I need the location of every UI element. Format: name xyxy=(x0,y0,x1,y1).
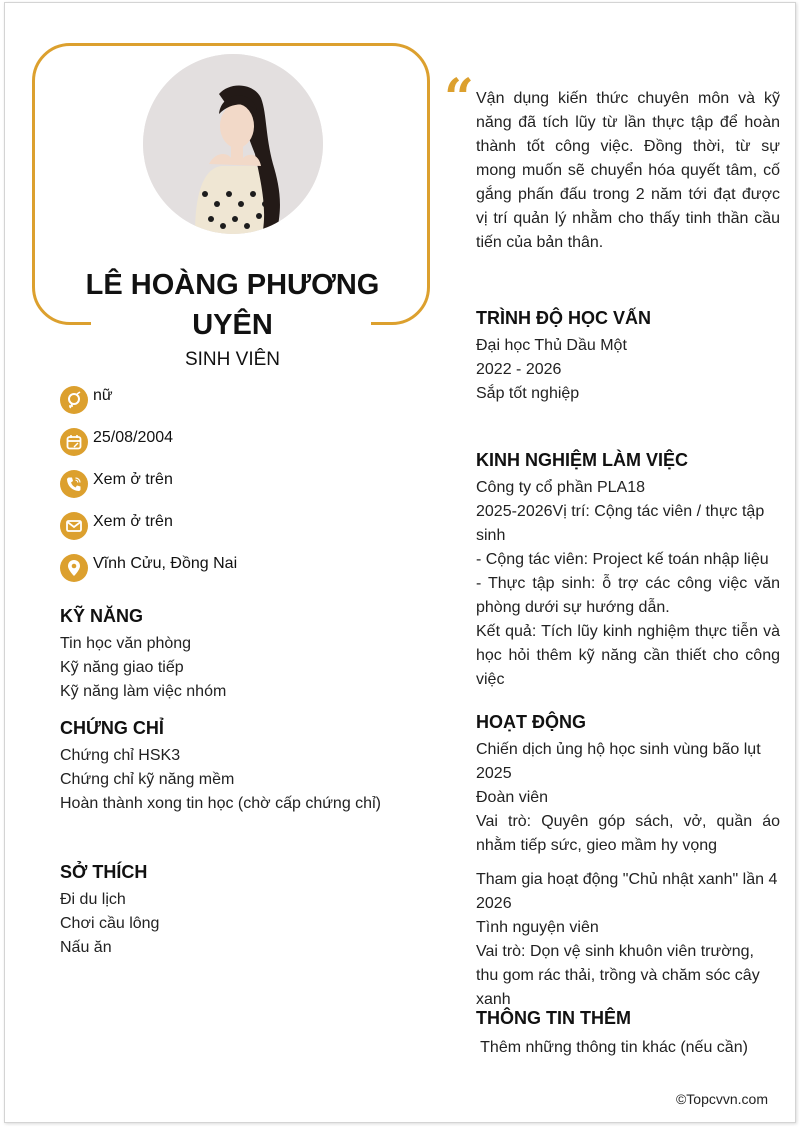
activity-role: Tình nguyện viên xyxy=(476,919,599,936)
additional-info-text: Thêm những thông tin khác (nếu cần) xyxy=(476,1039,748,1056)
contact-email-value: Xem ở trên xyxy=(93,513,173,530)
skill-item: Kỹ năng làm việc nhóm xyxy=(60,683,227,700)
cv-page xyxy=(4,2,796,1123)
contact-phone xyxy=(60,463,237,505)
contact-location-value: Vĩnh Cửu, Đồng Nai xyxy=(93,555,238,572)
certificates-section xyxy=(60,715,420,816)
contact-location xyxy=(60,547,237,589)
activity-description: Vai trò: Quyên góp sách, vở, quần áo nhằm tiếp sức, gieo mầm hy vọng xyxy=(476,813,780,854)
contact-gender-value: nữ xyxy=(93,387,113,404)
location-icon xyxy=(60,554,88,582)
education-status: Sắp tốt nghiệp xyxy=(476,385,580,402)
activities-heading: HOẠT ĐỘNG xyxy=(476,712,586,732)
skills-section xyxy=(60,603,420,704)
hobby-item: Đi du lịch xyxy=(60,891,126,908)
avatar-photo-icon xyxy=(143,54,323,234)
candidate-name: LÊ HOÀNG PHƯƠNG UYÊN xyxy=(85,269,380,341)
skill-item: Tin học văn phòng xyxy=(60,635,192,652)
candidate-title: SINH VIÊN xyxy=(184,349,281,370)
experience-company: Công ty cổ phần PLA18 xyxy=(476,479,646,496)
experience-detail: Kết quả: Tích lũy kinh nghiệm thực tiễn và học hỏi thêm kỹ năng cần thiết cho công việc xyxy=(476,623,780,688)
activity-item xyxy=(476,868,780,1012)
activity-year: 2026 xyxy=(476,895,512,912)
contact-list xyxy=(60,379,237,589)
activity-name: Chiến dịch ủng hộ học sinh vùng bão lụt xyxy=(476,741,761,758)
experience-heading: KINH NGHIỆM LÀM VIỆC xyxy=(476,450,689,470)
additional-info-heading: THÔNG TIN THÊM xyxy=(476,1008,631,1028)
hobbies-heading: SỞ THÍCH xyxy=(60,862,148,882)
activity-role: Đoàn viên xyxy=(476,789,549,806)
contact-birthday-value: 25/08/2004 xyxy=(93,429,174,446)
contact-email xyxy=(60,505,237,547)
experience-detail: - Cộng tác viên: Project kế toán nhập liệu xyxy=(476,551,769,568)
phone-icon xyxy=(60,470,88,498)
certificates-heading: CHỨNG CHỈ xyxy=(60,718,164,738)
experience-period-position: 2025-2026Vị trí: Cộng tác viên / thực tập sinh xyxy=(476,503,765,544)
activity-item xyxy=(476,738,780,858)
quote-icon: “ xyxy=(444,68,474,129)
education-school: Đại học Thủ Dầu Một xyxy=(476,337,627,354)
education-section xyxy=(476,305,780,406)
certificate-item: Chứng chỉ HSK3 xyxy=(60,747,181,764)
education-years: 2022 - 2026 xyxy=(476,361,562,378)
avatar xyxy=(143,54,323,234)
copyright-footer: ©Topcvvn.com xyxy=(675,1091,768,1107)
email-icon xyxy=(60,512,88,540)
experience-detail: - Thực tập sinh: ỗ trợ các công việc văn phòng dưới sự hướng dẫn. xyxy=(476,575,780,616)
certificate-item: Chứng chỉ kỹ năng mềm xyxy=(60,771,235,788)
hobby-item: Nấu ăn xyxy=(60,939,112,956)
calendar-icon xyxy=(60,428,88,456)
career-objective: Vận dụng kiến thức chuyên môn và kỹ năng đã tích lũy từ lần thực tập để hoàn thành tốt công việc. Đồng thời, từ sự mong muốn sẽ chuyển hóa quyết tâm, cố gắng phấn đấu trong 2 năm tới đạt được vị trí quản lý nhằm cho thấy tinh thần cầu tiến của bản thân. xyxy=(476,90,780,251)
activity-year: 2025 xyxy=(476,765,512,782)
skill-item: Kỹ năng giao tiếp xyxy=(60,659,184,676)
activity-description: Vai trò: Dọn vệ sinh khuôn viên trường, thu gom rác thải, trồng và chăm sóc cây xanh xyxy=(476,943,760,1008)
experience-section xyxy=(476,447,780,692)
additional-info-section xyxy=(476,1005,780,1060)
hobby-item: Chơi cầu lông xyxy=(60,915,160,932)
hobbies-section xyxy=(60,859,420,960)
contact-phone-value: Xem ở trên xyxy=(93,471,173,488)
certificate-item: Hoàn thành xong tin học (chờ cấp chứng chỉ) xyxy=(60,795,381,812)
contact-birthday xyxy=(60,421,237,463)
activity-name: Tham gia hoạt động "Chủ nhật xanh" lần 4 xyxy=(476,871,778,888)
contact-gender xyxy=(60,379,237,421)
activities-section xyxy=(476,709,780,1012)
gender-icon xyxy=(60,386,88,414)
education-heading: TRÌNH ĐỘ HỌC VẤN xyxy=(476,308,651,328)
skills-heading: KỸ NĂNG xyxy=(60,606,144,626)
